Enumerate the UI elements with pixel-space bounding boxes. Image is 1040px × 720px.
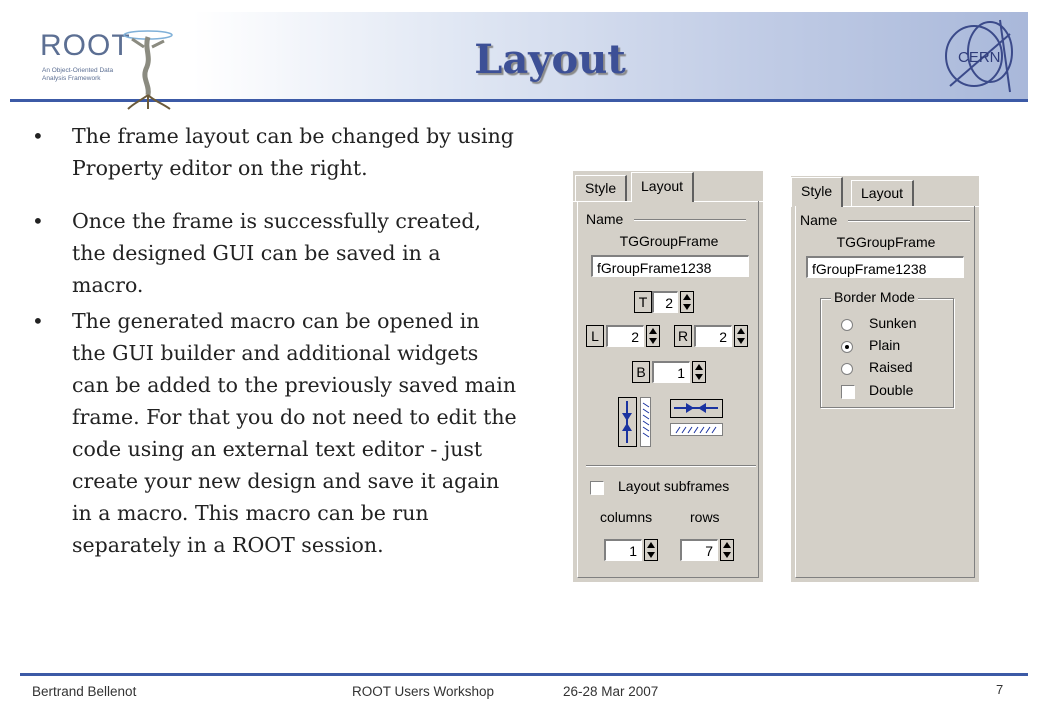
- slide-title: Layout: [474, 36, 626, 83]
- layout-subframes-checkbox[interactable]: [590, 481, 604, 495]
- pad-top-label: T: [634, 291, 652, 313]
- cern-logo-text: CERN: [958, 49, 1001, 66]
- class-name-label: TGGroupFrame: [836, 234, 936, 250]
- tab-strip: [573, 171, 763, 202]
- cern-logo: [940, 14, 1020, 98]
- root-logo-subtitle: An Object-Oriented Data Analysis Framework: [42, 67, 114, 82]
- spin-arrows-icon[interactable]: [734, 325, 748, 347]
- spin-arrows-icon[interactable]: [644, 539, 658, 561]
- expand-x-icon[interactable]: [670, 399, 726, 441]
- double-label: Double: [869, 382, 914, 398]
- footer-rule: [20, 673, 1028, 676]
- columns-value[interactable]: 1: [604, 539, 642, 561]
- spin-arrows-icon[interactable]: [680, 291, 694, 313]
- rows-label: rows: [690, 509, 720, 525]
- tab-style[interactable]: Style: [791, 177, 843, 207]
- pad-left-label: L: [586, 325, 604, 347]
- border-mode-title: Border Mode: [831, 289, 918, 305]
- rows-spinner[interactable]: [680, 539, 740, 561]
- name-group-label: Name: [800, 212, 838, 228]
- class-name-label: TGGroupFrame: [619, 233, 719, 249]
- bullet-item: • Once the frame is successfully created, the designed GUI can be saved in a macro.: [32, 209, 482, 297]
- bullet-list: [28, 120, 518, 561]
- frame-name-input[interactable]: fGroupFrame1238: [591, 255, 749, 277]
- pad-top-spinner[interactable]: [634, 291, 706, 313]
- spin-arrows-icon[interactable]: [692, 361, 706, 383]
- tab-strip: [791, 176, 979, 207]
- tab-layout[interactable]: Layout: [631, 172, 694, 202]
- name-group-label: Name: [586, 211, 624, 227]
- pad-bottom-value[interactable]: 1: [652, 361, 690, 383]
- radio-raised[interactable]: [841, 363, 853, 375]
- group-divider: [848, 220, 970, 222]
- radio-sunken[interactable]: [841, 319, 853, 331]
- footer-author: Bertrand Bellenot: [32, 684, 137, 699]
- bullet-text: The generated macro can be opened in the GUI builder and additional widgets can be added to the previously saved main frame. For that you do not need to edit the code using an external text editor - just create your new design and save it again in a macro. This macro can be run separately in a ROOT session.: [72, 309, 517, 557]
- pad-bottom-spinner[interactable]: [632, 361, 712, 383]
- spin-arrows-icon[interactable]: [646, 325, 660, 347]
- rows-value[interactable]: 7: [680, 539, 718, 561]
- tab-content: [577, 201, 759, 578]
- spin-arrows-icon[interactable]: [720, 539, 734, 561]
- columns-label: columns: [600, 509, 653, 525]
- root-logo-text: ROOT: [40, 29, 131, 62]
- group-divider: [634, 219, 746, 221]
- pad-right-label: R: [674, 325, 692, 347]
- bullet-text: Once the frame is successfully created, the designed GUI can be saved in a macro.: [72, 209, 482, 297]
- radio-plain[interactable]: [841, 341, 853, 353]
- radio-raised-label: Raised: [869, 359, 913, 375]
- radio-sunken-label: Sunken: [869, 315, 917, 331]
- border-mode-group: [820, 289, 954, 408]
- double-checkbox[interactable]: [841, 385, 855, 399]
- bullet-item: • The generated macro can be opened in the GUI builder and additional widgets can be added to the previously saved main frame. For that you do not need to edit the code using an external text editor - just create your new design and save it again in a macro. This macro can be run separately in a ROOT session.: [32, 309, 517, 557]
- pad-right-spinner[interactable]: [674, 325, 754, 347]
- pad-right-value[interactable]: 2: [694, 325, 732, 347]
- page-number: 7: [996, 682, 1004, 697]
- tab-content: [795, 206, 975, 578]
- expand-y-icon[interactable]: [618, 397, 662, 447]
- tab-style[interactable]: Style: [575, 175, 627, 201]
- pad-left-spinner[interactable]: [586, 325, 666, 347]
- columns-spinner[interactable]: [604, 539, 664, 561]
- pad-top-value[interactable]: 2: [652, 291, 678, 313]
- bullet-text: The frame layout can be changed by using Property editor on the right.: [72, 124, 514, 180]
- frame-name-input[interactable]: fGroupFrame1238: [806, 256, 964, 278]
- style-property-panel: [791, 176, 979, 582]
- tab-layout[interactable]: Layout: [851, 180, 914, 206]
- pad-left-value[interactable]: 2: [606, 325, 644, 347]
- radio-plain-label: Plain: [869, 337, 901, 353]
- footer-event: ROOT Users Workshop: [352, 684, 495, 699]
- bullet-item: • The frame layout can be changed by using Property editor on the right.: [32, 124, 514, 180]
- section-divider: [586, 465, 756, 467]
- layout-subframes-label: Layout subframes: [618, 478, 730, 494]
- layout-property-panel: [573, 171, 763, 582]
- pad-bottom-label: B: [632, 361, 650, 383]
- footer-date: 26-28 Mar 2007: [563, 684, 659, 699]
